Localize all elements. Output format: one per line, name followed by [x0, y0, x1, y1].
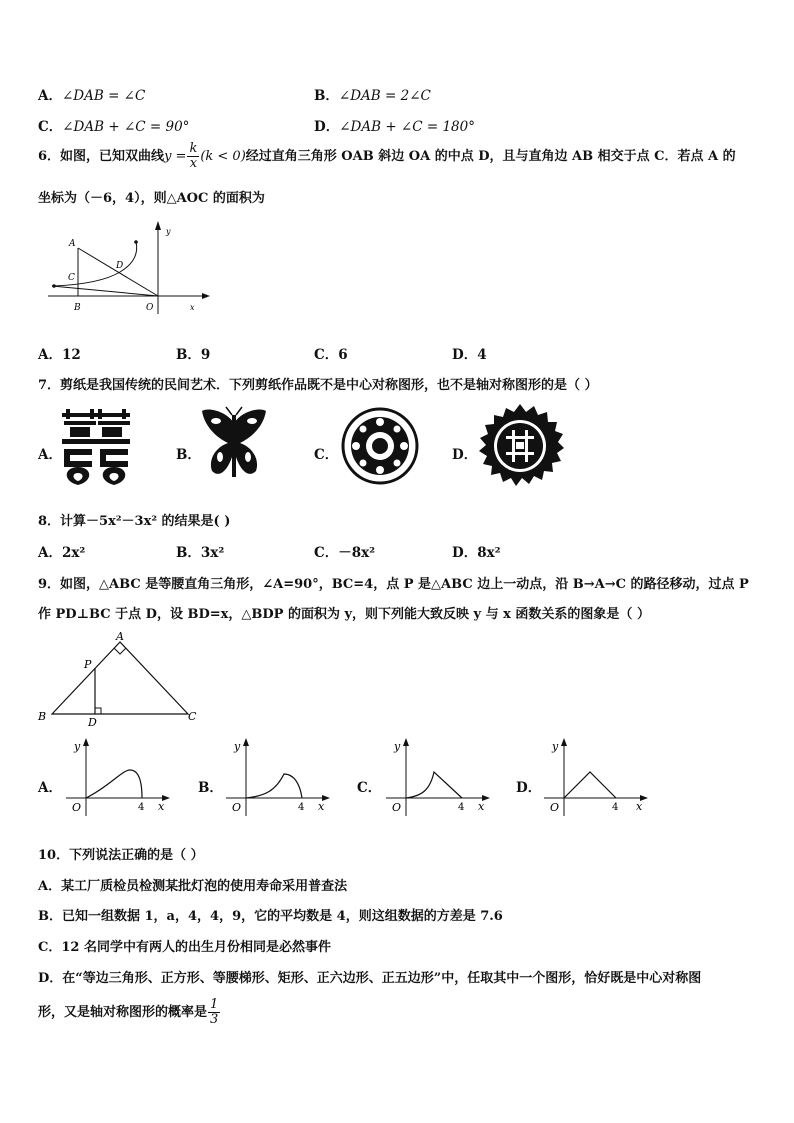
q9b-label-x: x	[318, 800, 325, 813]
q9b-label-4: 4	[298, 802, 305, 813]
q9a-label-o: O	[72, 801, 82, 814]
q5-option-d[interactable]	[314, 115, 475, 135]
q6-segment-co	[52, 286, 158, 296]
q6-figure	[40, 218, 210, 318]
q6-label-b: B	[74, 303, 81, 313]
q9d-curve	[564, 772, 616, 798]
q9b-label-y: y	[234, 740, 241, 753]
q5-option-a-label: A．	[38, 88, 62, 104]
q9c-y-arrow-icon	[403, 738, 409, 746]
q9-label-p: P	[84, 658, 92, 671]
q9a-label-y: y	[74, 740, 81, 753]
q6-text-post: 经过直角三角形 OAB 斜边 OA 的中点 D，且与直角边 AB 相交于点 C．若点 A 的	[245, 149, 736, 164]
q6-label-a: A	[69, 239, 76, 249]
q6-option-a[interactable]: A．12	[38, 347, 81, 363]
q9-label-d: D	[88, 716, 97, 728]
q10-option-c[interactable]: C．12 名同学中有两人的出生月份相同是必然事件	[38, 940, 331, 955]
q9c-curve	[406, 772, 462, 798]
q10-option-d-line2[interactable]	[38, 998, 221, 1027]
q7-option-d-papercut-sawtooth-disc-icon[interactable]	[476, 402, 564, 490]
q9-right-angle-a	[114, 648, 126, 654]
q9-option-d-graph[interactable]	[540, 736, 650, 824]
q9-triangle-abc	[52, 642, 188, 714]
q9-option-a-label[interactable]: A．	[38, 780, 62, 796]
q7-stem: 7．剪纸是我国传统的民间艺术．下列剪纸作品既不是中心对称图形，也不是轴对称图形的是（ ）	[38, 378, 598, 393]
q9c-label-x: x	[478, 800, 485, 813]
q9-stem-line1: 9．如图，△ABC 是等腰直角三角形，∠A=90°，BC=4，点 P 是△ABC 边上一动点，沿 B→A→C 的路径移动，过点 P	[38, 577, 749, 592]
q8-option-a[interactable]: A．2x²	[38, 545, 86, 561]
q9-right-angle-d	[95, 708, 101, 714]
q5-option-a[interactable]	[38, 84, 145, 104]
q6-stem-line1	[38, 142, 736, 171]
q6-option-b[interactable]: B．9	[176, 347, 211, 363]
q9-option-c-graph[interactable]	[382, 736, 492, 824]
q6-segment-ao	[78, 248, 158, 296]
q6-label-y: y	[166, 227, 171, 236]
q10-stem: 10．下列说法正确的是（ ）	[38, 848, 204, 863]
q9d-label-o: O	[550, 801, 560, 814]
q9-triangle-figure	[36, 628, 206, 728]
q7-option-b-label[interactable]: B．	[176, 447, 201, 463]
q9d-label-x: x	[636, 800, 643, 813]
q9a-y-arrow-icon	[83, 738, 89, 746]
q9-option-a-graph[interactable]	[62, 736, 172, 824]
q10-frac-num: 1	[210, 997, 219, 1012]
q6-hyperbola	[54, 242, 137, 286]
q5-option-b-text: ∠DAB = 2∠C	[338, 88, 431, 104]
q9d-label-4: 4	[612, 802, 619, 813]
q10-option-b[interactable]: B．已知一组数据 1，a，4，4，9，它的平均数是 4，则这组数据的方差是 7.6	[38, 909, 503, 924]
q8-option-b[interactable]: B．3x²	[176, 545, 225, 561]
q10-frac-den: 3	[210, 1012, 219, 1027]
q6-y-arrow-icon	[155, 221, 161, 230]
q9-label-b: B	[38, 710, 47, 723]
q7-option-a-label[interactable]: A．	[38, 447, 62, 463]
q6-frac-den: x	[189, 156, 198, 171]
q9-label-c: C	[188, 710, 197, 723]
q9d-label-y: y	[552, 740, 559, 753]
q6-label-d: D	[116, 261, 124, 271]
q8-stem: 8．计算－5x²－3x² 的结果是( )	[38, 514, 231, 529]
q6-condition: (k < 0)	[200, 149, 246, 164]
q6-y-eq: y =	[164, 149, 187, 164]
q7-option-b-papercut-butterfly-icon[interactable]	[198, 405, 270, 487]
q7-option-d-label[interactable]: D．	[452, 447, 478, 463]
q5-option-b[interactable]	[314, 84, 431, 104]
q9-stem-line2: 作 PD⊥BC 于点 D，设 BD=x，△BDP 的面积为 y，则下列能大致反映 y 与 x 函数关系的图象是（ ）	[38, 607, 650, 622]
q5-option-d-text: ∠DAB + ∠C = 180°	[339, 119, 475, 135]
q9c-label-y: y	[394, 740, 401, 753]
q9d-y-arrow-icon	[561, 738, 567, 746]
q6-label-o: O	[146, 303, 154, 313]
q9-option-b-graph[interactable]	[222, 736, 332, 824]
q9b-curve	[246, 774, 302, 798]
q7-option-c-papercut-round-flower-icon[interactable]	[340, 405, 420, 487]
q5-option-b-label: B．	[314, 88, 339, 104]
q6-curve-end-point	[134, 240, 138, 244]
q6-label-c: C	[68, 273, 75, 283]
q9-option-c-label[interactable]: C．	[357, 780, 382, 796]
q6-label-x: x	[190, 303, 195, 312]
q5-option-d-label: D．	[314, 119, 340, 135]
q10-option-d-line1[interactable]: D．在“等边三角形、正方形、等腰梯形、矩形、正六边形、正五边形”中，任取其中一个图形，恰好既是中心对称图	[38, 971, 702, 986]
q9a-label-4: 4	[138, 802, 145, 813]
q7-option-a-papercut-double-happiness-icon[interactable]	[60, 405, 132, 487]
q6-option-c[interactable]: C．6	[314, 347, 348, 363]
q5-option-c-label: C．	[38, 119, 63, 135]
q6-number: 6．	[38, 149, 61, 164]
q9a-curve	[86, 770, 142, 798]
q9b-y-arrow-icon	[243, 738, 249, 746]
q6-stem-line2: 坐标为（－6，4），则△AOC 的面积为	[38, 191, 265, 206]
q7-option-c-label[interactable]: C．	[314, 447, 339, 463]
q6-fraction	[187, 142, 199, 171]
q8-option-c[interactable]: C．－8x²	[314, 545, 376, 561]
q10-option-d-text: 形，又是轴对称图形的概率是	[38, 1005, 208, 1020]
q9c-label-4: 4	[458, 802, 465, 813]
q10-option-a[interactable]: A．某工厂质检员检测某批灯泡的使用寿命采用普查法	[38, 879, 348, 894]
q9b-label-o: O	[232, 801, 242, 814]
q6-curve-end-point	[52, 284, 56, 288]
q9a-label-x: x	[158, 800, 165, 813]
q6-x-arrow-icon	[202, 293, 210, 299]
q6-frac-num: k	[189, 141, 198, 156]
q8-option-d[interactable]: D．8x²	[452, 545, 501, 561]
q9-label-a: A	[116, 630, 124, 643]
q5-option-c[interactable]	[38, 115, 189, 135]
q9-option-b-label[interactable]: B．	[198, 780, 223, 796]
q6-text-pre: 如图，已知双曲线	[60, 149, 165, 164]
q5-option-a-text: ∠DAB = ∠C	[61, 88, 146, 104]
q10-fraction	[208, 998, 220, 1027]
q5-option-c-text: ∠DAB + ∠C = 90°	[62, 119, 190, 135]
q9c-label-o: O	[392, 801, 402, 814]
q9-option-d-label[interactable]: D．	[516, 780, 542, 796]
q6-option-d[interactable]: D．4	[452, 347, 487, 363]
